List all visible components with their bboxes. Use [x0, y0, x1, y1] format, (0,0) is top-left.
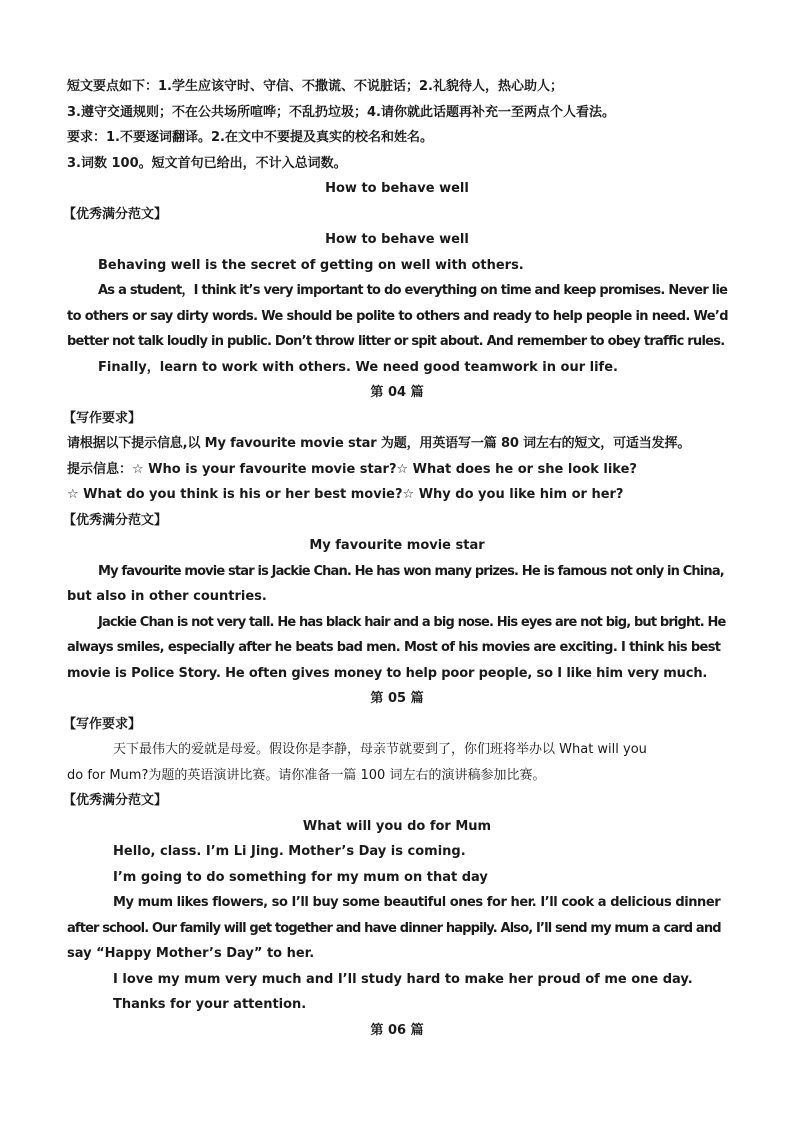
- essay-line: after school. Our family will get together and have dinner happily. Also, I’ll send my mum a card and: [67, 920, 721, 936]
- requirement-line: 3.遵守交通规则；不在公共场所喧哗；不乱扔垃圾；4.请你就此话题再补充一至两点个人看法。: [67, 104, 615, 120]
- essay-title: How to behave well: [325, 232, 469, 247]
- essay-line: better not talk loudly in public. Don’t throw litter or spit about. And remember to obey traffic rules.: [67, 334, 725, 349]
- document-page: [63, 74, 728, 1043]
- model-essay-heading: 【优秀满分范文】: [63, 512, 168, 528]
- section-title: 第 06 篇: [370, 1022, 424, 1038]
- essay-line: Jackie Chan is not very tall. He has black hair and a big nose. His eyes are not big, but bright. He: [98, 614, 726, 630]
- essay-line: say “Happy Mother’s Day” to her.: [67, 946, 315, 961]
- model-essay-heading: 【优秀满分范文】: [63, 793, 168, 808]
- requirement-line: ☆ What do you think is his or her best movie?☆ Why do you like him or her?: [67, 487, 624, 502]
- essay-topic: How to behave well: [325, 181, 469, 196]
- requirement-line: 3.词数 100。短文首句已给出，不计入总词数。: [67, 155, 347, 171]
- essay-line: Hello, class. I’m Li Jing. Mother’s Day is coming.: [113, 844, 466, 859]
- essay-line: My mum likes flowers, so I’ll buy some beautiful ones for her. I’ll cook a delicious dinner: [113, 895, 721, 910]
- essay-line: My favourite movie star is Jackie Chan. He has won many prizes. He is famous not only in China,: [98, 563, 724, 579]
- essay-line: I’m going to do something for my mum on that day: [113, 869, 488, 885]
- requirement-line: 短文要点如下：1.学生应该守时、守信、不撒谎、不说脏话；2.礼貌待人，热心助人；: [67, 79, 563, 94]
- essay-line: Behaving well is the secret of getting on well with others.: [98, 257, 524, 273]
- section-title: 第 05 篇: [370, 691, 424, 706]
- essay-line: I love my mum very much and I’ll study hard to make her proud of me one day.: [113, 971, 693, 987]
- requirement-line: 天下最伟大的爱就是母爱。假设你是李静，母亲节就要到了，你们班将举办以 What will you: [113, 742, 647, 757]
- essay-title: What will you do for Mum: [302, 818, 492, 834]
- model-essay-heading: 【优秀满分范文】: [63, 206, 168, 222]
- essay-line: always smiles, especially after he beats bad men. Most of his movies are exciting. I think his best: [67, 640, 721, 655]
- essay-line: Finally，learn to work with others. We need good teamwork in our life.: [98, 359, 618, 375]
- writing-requirement-heading: 【写作要求】: [63, 410, 142, 426]
- writing-requirement-heading: 【写作要求】: [63, 716, 142, 732]
- requirement-line: 请根据以下提示信息,以 My favourite movie star 为题，用英语写一篇 80 词左右的短文，可适当发挥。: [67, 436, 691, 451]
- essay-line: to others or say dirty words. We should be polite to others and ready to help people in need. We’d: [67, 308, 728, 324]
- requirement-line: 要求：1.不要逐词翻译。2.在文中不要提及真实的校名和姓名。: [67, 130, 433, 145]
- essay-line: As a student，I think it’s very important to do everything on time and keep promises. Never lie: [98, 283, 728, 298]
- requirement-line: 提示信息：☆ Who is your favourite movie star?☆ What does he or she look like?: [67, 461, 637, 477]
- essay-line: Thanks for your attention.: [113, 997, 307, 1012]
- essay-line: but also in other countries.: [67, 589, 267, 604]
- essay-title: My favourite movie star: [309, 538, 485, 553]
- essay-line: movie is Police Story. He often gives money to help poor people, so I like him very much.: [67, 665, 708, 681]
- requirement-line: do for Mum?为题的英语演讲比赛。请你准备一篇 100 词左右的演讲稿参加比赛。: [67, 767, 546, 783]
- section-title: 第 04 篇: [370, 385, 424, 400]
